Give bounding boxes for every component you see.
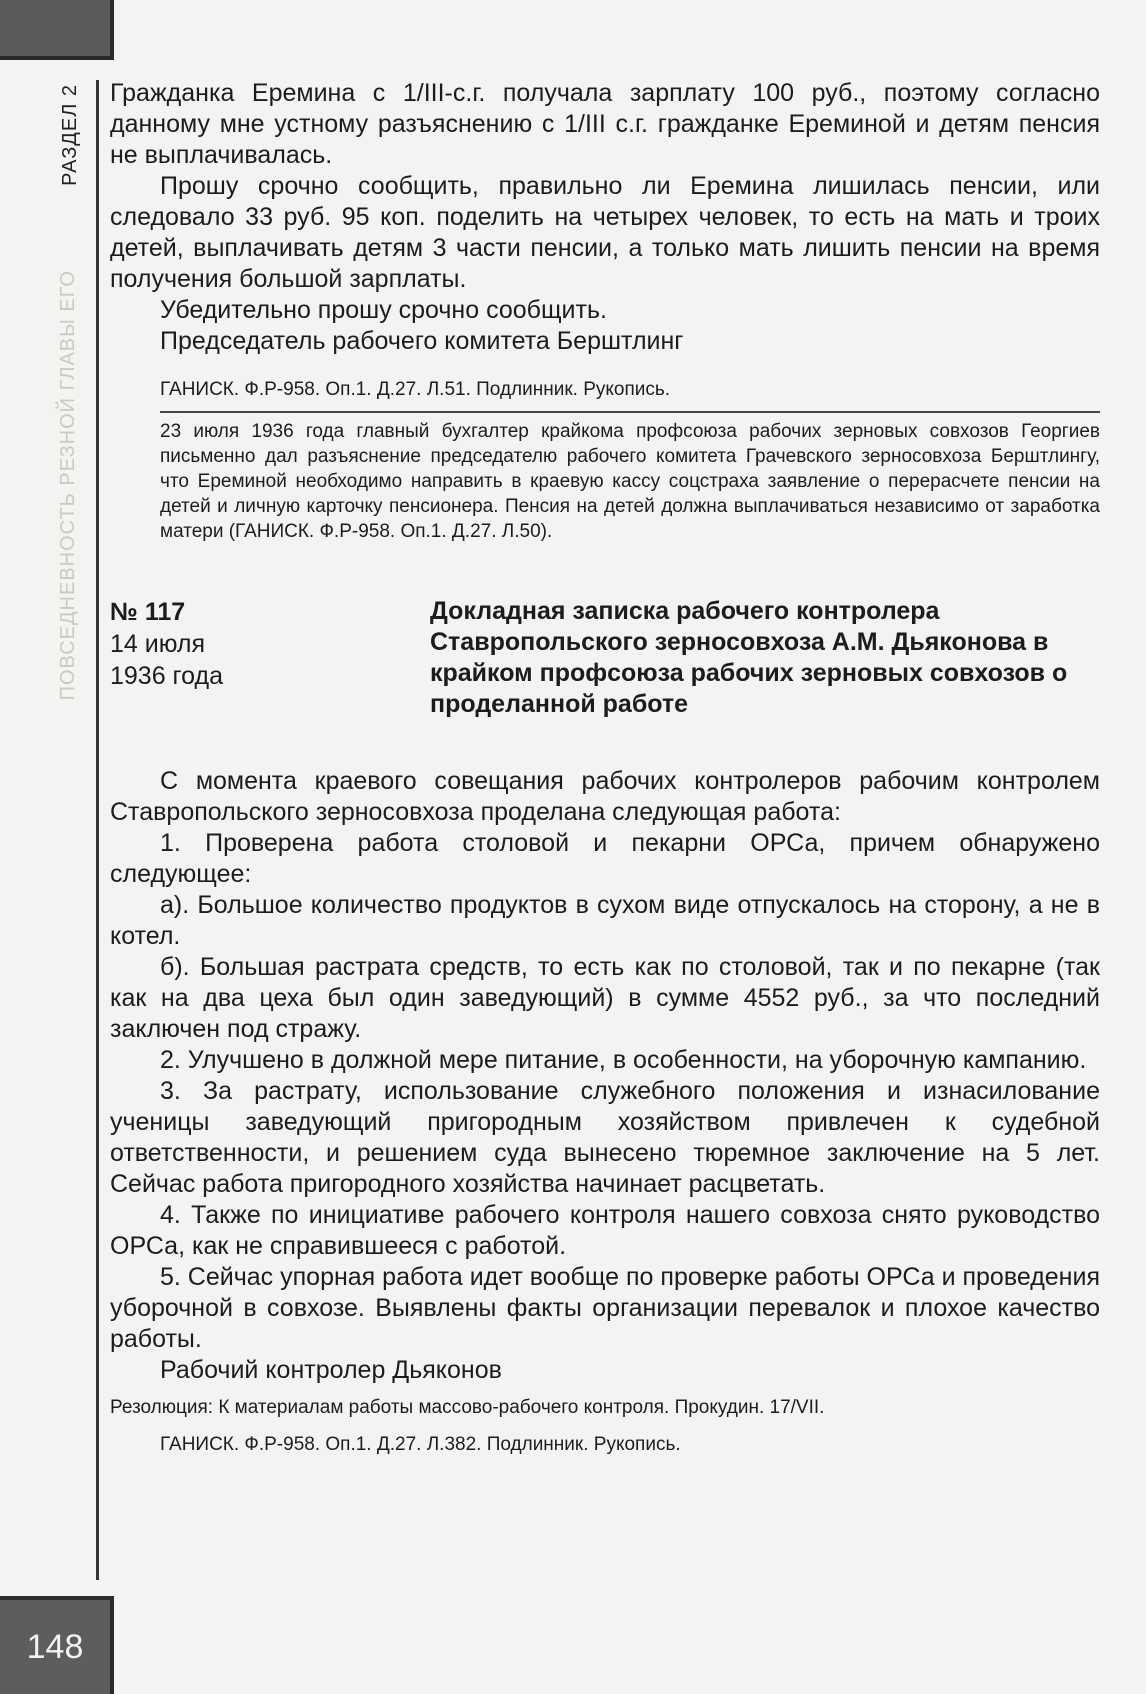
document-header — [110, 596, 1100, 720]
section-label: РАЗДЕЛ 2 — [58, 84, 81, 186]
ghost-section-label: ПОВСЕДНЕВНОСТЬ РЕЗНОЙ ГЛАВЫ ЕГО — [56, 269, 79, 700]
document-number: № 117 — [110, 598, 186, 626]
document-title: Докладная записка рабочего контролера Ставропольского зерносовхоза А.М. Дьяконова в крайком профсоюза рабочих зерновых совхозов о проделанной работе — [430, 597, 1068, 718]
document-paragraph: 3. За растрату, использование служебного положения и изнасилование ученицы заведующий пригородным хозяйством привлечен к судебной ответственности, и решением суда вынесено тюремное заключение на 5 лет. Сейчас работа пригородного хозяйства начинает расцветать. — [110, 1077, 1100, 1198]
document-paragraph: 5. Сейчас упорная работа идет вообще по проверке работы ОРСа и проведения уборочной в совхозе. Выявлены факты организации перевалок и плохое качество работы. — [110, 1263, 1100, 1353]
document-date: 14 июля — [110, 630, 206, 658]
document-paragraph: 2. Улучшено в должной мере питание, в особенности, на уборочную кампанию. — [160, 1046, 1087, 1074]
letter-signature: Председатель рабочего комитета Берштлинг — [160, 327, 684, 355]
document-paragraph: 1. Проверена работа столовой и пекарни ОРСа, причем обнаружено следующее: — [110, 829, 1100, 888]
document-paragraph: С момента краевого совещания рабочих контролеров рабочим контролем Ставропольского зерносовхоза проделана следующая работа: — [110, 767, 1100, 826]
letter-paragraph: Гражданка Еремина с 1/III-с.г. получала зарплату 100 руб., поэтому согласно данному мне устному разъяснению с 1/III с.г. гражданке Ереминой и детям пенсия не выплачивалась. — [110, 79, 1100, 169]
top-corner-tab — [0, 0, 114, 60]
page-content — [110, 78, 1100, 1456]
archive-source: ГАНИСК. Ф.Р-958. Оп.1. Д.27. Л.51. Подлинник. Рукопись. — [160, 379, 671, 400]
document-paragraph: 4. Также по инициативе рабочего контроля нашего совхоза снято руководство ОРСа, как не справившееся с работой. — [110, 1201, 1100, 1260]
footnote: 23 июля 1936 года главный бухгалтер крайкома профсоюза рабочих зерновых совхозов Георгиев письменно дал разъяснение председателю рабочего комитета Грачевского зерносовхоза Берштлингу, что Ереминой необходимо направить в краевую кассу соцстраха заявление о перерасчете пенсии на детей и личную карточку пенсионера. Пенсия на детей должна выплачиваться независимо от заработка матери (ГАНИСК. Ф.Р-958. Оп.1. Д.27. Л.50). — [160, 411, 1100, 544]
document-year: 1936 года — [110, 662, 223, 690]
side-frame — [0, 80, 99, 1580]
letter-paragraph: Убедительно прошу срочно сообщить. — [160, 296, 607, 324]
document-paragraph: а). Большое количество продуктов в сухом виде отпускалось на сторону, а не в котел. — [110, 891, 1100, 950]
archive-source: ГАНИСК. Ф.Р-958. Оп.1. Д.27. Л.382. Подлинник. Рукопись. — [160, 1434, 681, 1455]
document-paragraph: б). Большая растрата средств, то есть как по столовой, так и по пекарне (так как на два цеха был один заведующий) в сумме 4552 руб., за что последний заключен под стражу. — [110, 953, 1100, 1043]
document-meta — [110, 596, 430, 720]
document-signature: Рабочий контролер Дьяконов — [160, 1356, 502, 1384]
page-number: 148 — [0, 1596, 114, 1694]
resolution: Резолюция: К материалам работы массово-рабочего контроля. Прокудин. 17/VII. — [110, 1397, 825, 1418]
letter-paragraph: Прошу срочно сообщить, правильно ли Еремина лишилась пенсии, или следовало 33 руб. 95 коп. поделить на четырех человек, то есть на мать и троих детей, выплачивать детям 3 части пенсии, а только мать лишить пенсии на время получения большой зарплаты. — [110, 172, 1100, 293]
